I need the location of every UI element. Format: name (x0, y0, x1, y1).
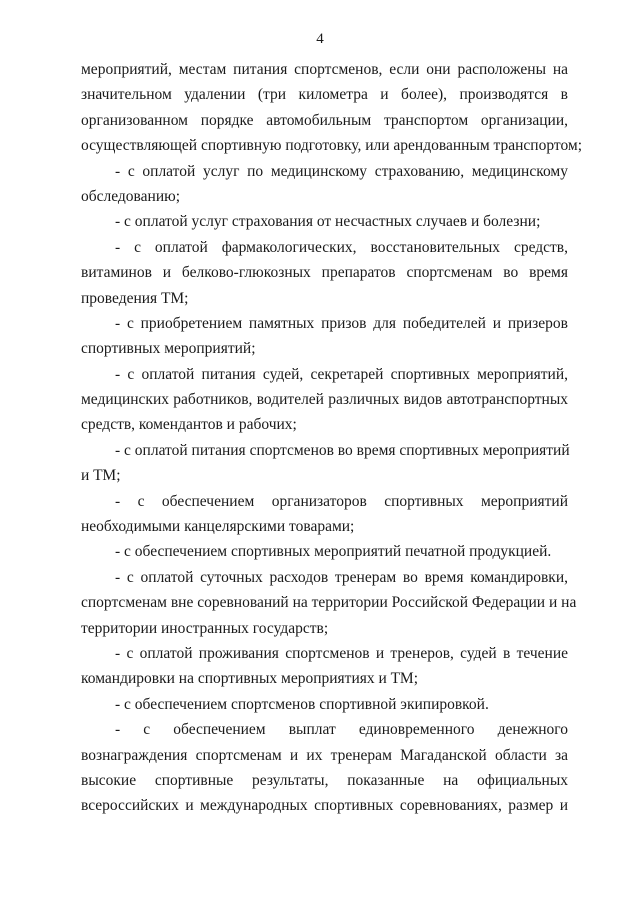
text-line: территории иностранных государств; (81, 619, 329, 637)
text-line: - с оплатой суточных расходов тренерам во время командировки, (115, 568, 568, 586)
text-line: мероприятий, местам питания спортсменов, если они расположены на (81, 61, 568, 78)
text-line: организованном порядке автомобильным транспортом организации, (81, 111, 568, 129)
text-line: необходимыми канцелярскими товарами; (81, 518, 355, 536)
text-line: высокие спортивные результаты, показанные на официальных (81, 771, 568, 789)
text-line: и ТМ; (81, 467, 121, 485)
text-line: всероссийских и международных спортивных соревнованиях, размер и (81, 797, 568, 815)
text-line: - с оплатой услуг по медицинскому страхованию, медицинскому (115, 162, 568, 180)
text-line: спортивных мероприятий; (81, 340, 256, 358)
page-number: 4 (316, 31, 324, 47)
body-text (81, 57, 583, 819)
text-line: - с оплатой проживания спортсменов и тренеров, судей в течение (115, 644, 568, 662)
text-line: осуществляющей спортивную подготовку, или арендованным транспортом; (81, 137, 583, 155)
text-line: - с обеспечением выплат единовременного денежного (115, 721, 568, 739)
text-line: - с обеспечением спортивных мероприятий печатной продукцией. (115, 543, 552, 561)
text-line: значительном удалении (три километра и более), производятся в (81, 86, 568, 104)
text-line: - с обеспечением организаторов спортивных мероприятий (115, 492, 568, 510)
text-line: командировки на спортивных мероприятиях и ТМ; (81, 670, 419, 688)
text-line: витаминов и белково-глюкозных препаратов спортсменам во время (81, 264, 568, 282)
text-line: - с оплатой питания спортсменов во время спортивных мероприятий (115, 441, 570, 459)
text-line: средств, комендантов и рабочих; (81, 416, 297, 434)
text-line: медицинских работников, водителей различных видов автотранспортных (81, 391, 568, 409)
text-line: вознаграждения спортсменам и их тренерам Магаданской области за (81, 746, 568, 764)
text-line: проведения ТМ; (81, 289, 189, 307)
text-line: спортсменам вне соревнований на территории Российской Федерации и на (81, 594, 577, 612)
text-line: - с оплатой фармакологических, восстановительных средств, (115, 238, 568, 256)
text-line: обследованию; (81, 187, 181, 205)
text-line: - с приобретением памятных призов для победителей и призеров (115, 314, 568, 332)
text-line: - с оплатой услуг страхования от несчастных случаев и болезни; (115, 213, 541, 231)
text-line: - с обеспечением спортсменов спортивной экипировкой. (115, 695, 489, 713)
text-line: - с оплатой питания судей, секретарей спортивных мероприятий, (115, 365, 568, 383)
